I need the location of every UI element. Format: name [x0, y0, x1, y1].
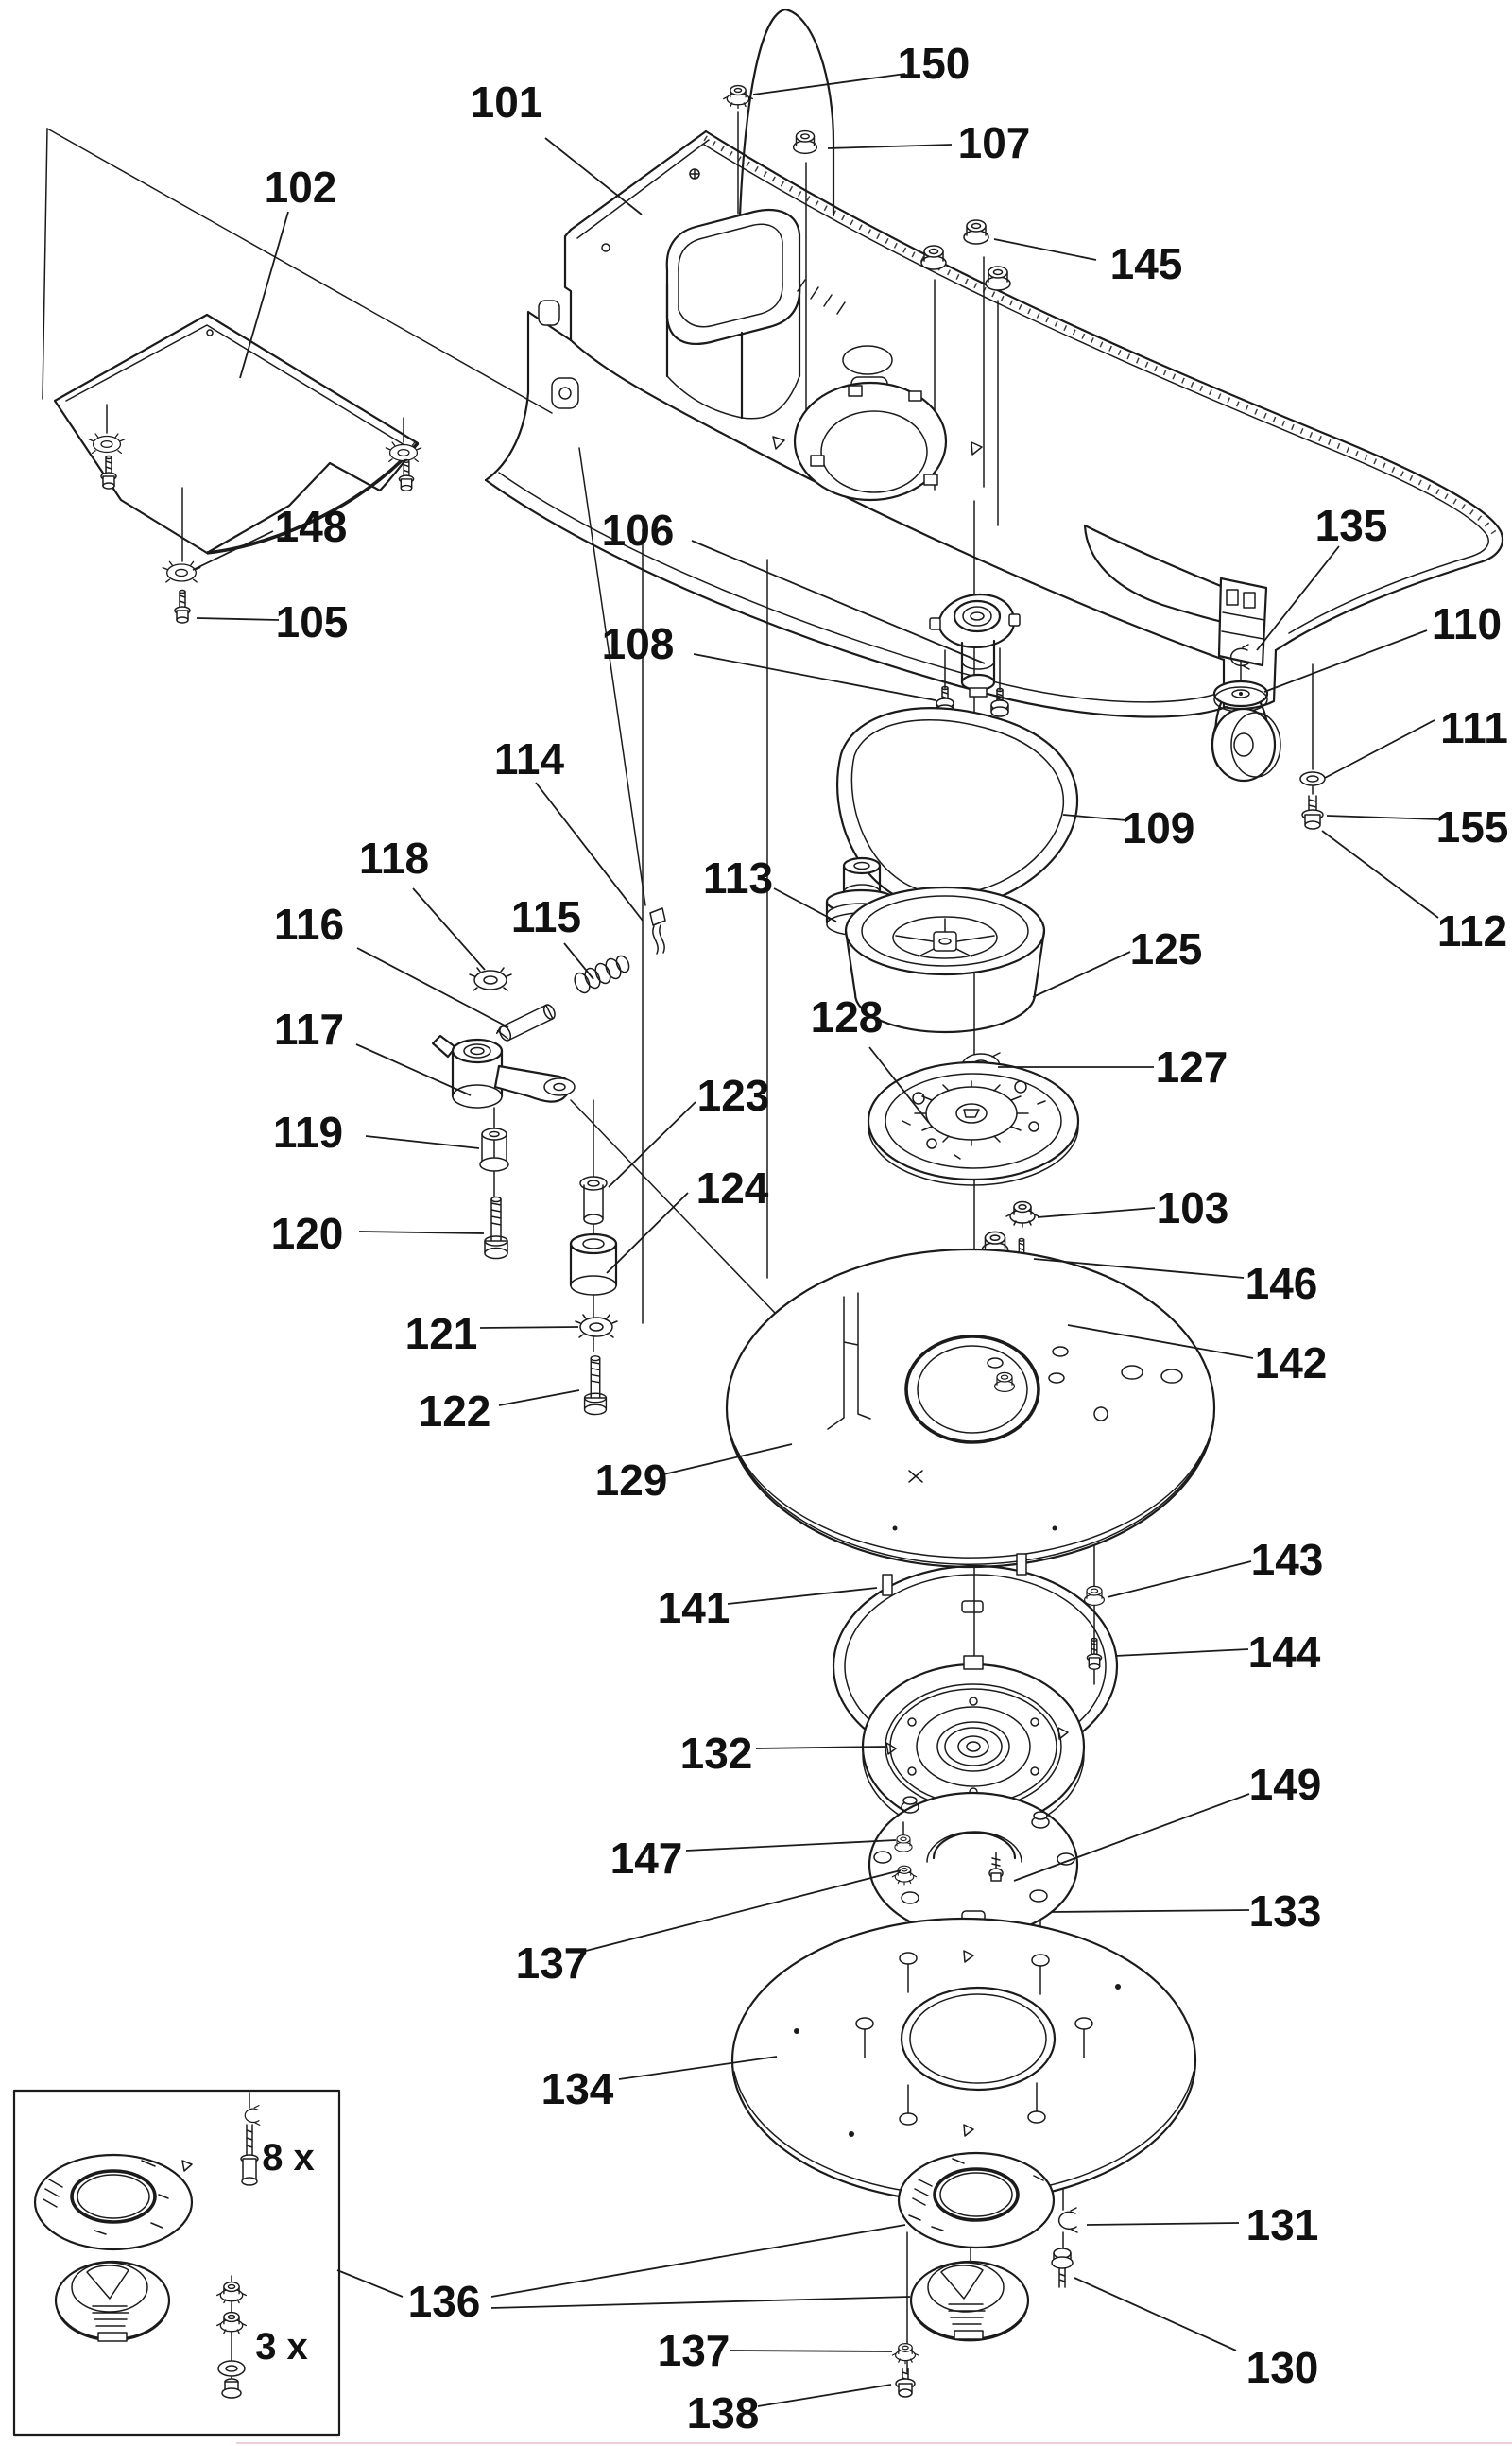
- leader-124: [607, 1193, 688, 1273]
- part-plate-133: [869, 1793, 1077, 1937]
- callout-114: 114: [493, 734, 565, 784]
- nut-103: [1006, 1202, 1039, 1228]
- callout-143: 143: [1250, 1535, 1324, 1584]
- callout-113: 113: [702, 853, 774, 903]
- leader-143: [1108, 1561, 1251, 1597]
- callout-138: 138: [686, 2388, 760, 2437]
- callout-120: 120: [270, 1209, 344, 1258]
- leader-122: [499, 1390, 579, 1405]
- leader-130: [1074, 2278, 1236, 2351]
- leader-110: [1264, 630, 1427, 692]
- leader-136-1: [491, 2225, 905, 2297]
- shoulder-screw-123: [580, 1177, 607, 1224]
- callout-125: 125: [1129, 924, 1203, 973]
- callout-115: 115: [510, 892, 582, 941]
- leader-123: [609, 1102, 696, 1187]
- callout-count-8x: 8 x: [262, 2137, 315, 2179]
- bellcrank-117: [433, 1036, 575, 1108]
- retainer-plate-136a: [899, 2153, 1054, 2248]
- callout-148: 148: [274, 502, 348, 551]
- callout-112: 112: [1436, 906, 1508, 956]
- callout-137-bottom: 137: [657, 2326, 730, 2375]
- callout-121: 121: [404, 1309, 478, 1358]
- leader-138: [758, 2385, 891, 2406]
- leader-118: [413, 888, 485, 970]
- screw-155: [1302, 796, 1323, 829]
- inset-retainer-plate: [35, 2155, 192, 2249]
- pin-116: [495, 1003, 557, 1043]
- callout-107: 107: [957, 118, 1031, 167]
- nut-107: [794, 131, 817, 154]
- callout-109: 109: [1122, 803, 1195, 853]
- leader-108: [694, 654, 936, 700]
- callout-142: 142: [1254, 1338, 1328, 1387]
- caster-wheel: [1212, 709, 1275, 781]
- callout-122: 122: [418, 1387, 491, 1436]
- callout-105: 105: [275, 597, 349, 646]
- leader-131: [1087, 2223, 1239, 2225]
- leader-106: [692, 541, 985, 663]
- callout-146: 146: [1245, 1259, 1318, 1308]
- callout-108: 108: [601, 619, 675, 668]
- leader-136-2: [491, 2297, 910, 2308]
- leader-133: [1051, 1910, 1249, 1912]
- part-deck-plate-129: [727, 1249, 1214, 1612]
- leader-112: [1322, 831, 1438, 918]
- leader-144: [1115, 1649, 1248, 1656]
- leader-121: [480, 1327, 578, 1328]
- part-caster-group: [1212, 645, 1325, 829]
- rotor-128: [868, 1062, 1078, 1185]
- callout-131: 131: [1246, 2200, 1319, 2249]
- clip-131: [1059, 2208, 1077, 2232]
- leader-111: [1325, 720, 1435, 778]
- leader-136: [337, 2270, 403, 2297]
- leader-105: [197, 618, 279, 620]
- nut-150: [724, 86, 753, 109]
- callout-155: 155: [1435, 802, 1509, 852]
- part-cover-panel: [55, 315, 421, 623]
- callout-118: 118: [358, 834, 430, 883]
- part-bottom-bearing-group: [892, 2153, 1077, 2397]
- leader-147: [686, 1840, 896, 1851]
- washer-121: [576, 1315, 617, 1337]
- callout-106: 106: [601, 506, 675, 555]
- leader-107: [828, 145, 952, 148]
- callout-137-mid: 137: [515, 1938, 589, 1988]
- callout-132: 132: [679, 1729, 753, 1778]
- washer-111: [1300, 772, 1325, 785]
- callout-127: 127: [1155, 1042, 1228, 1092]
- callout-count-3x: 3 x: [255, 2326, 308, 2368]
- callout-110: 110: [1431, 599, 1503, 648]
- callout-128: 128: [810, 992, 884, 1042]
- leader-155: [1327, 816, 1439, 819]
- callout-133: 133: [1248, 1886, 1322, 1936]
- washer-118: [470, 968, 511, 990]
- leader-135: [1257, 546, 1339, 650]
- bolt-120: [485, 1197, 507, 1259]
- leader-141: [728, 1588, 877, 1604]
- callout-103: 103: [1156, 1183, 1229, 1232]
- callout-119: 119: [272, 1108, 344, 1157]
- callout-102: 102: [264, 163, 337, 212]
- callout-129: 129: [594, 1456, 668, 1505]
- leader-125: [1033, 952, 1130, 997]
- callout-147: 147: [610, 1834, 683, 1883]
- callout-145: 145: [1109, 239, 1183, 288]
- bolt-108-right: [991, 689, 1008, 717]
- callout-134: 134: [541, 2064, 614, 2113]
- bearing-136b: [911, 2262, 1028, 2341]
- inset-screw-8x: [241, 2093, 260, 2185]
- leader-120: [359, 1232, 484, 1233]
- inset-bearing: [56, 2262, 169, 2341]
- callout-136: 136: [407, 2277, 481, 2326]
- callout-123: 123: [696, 1071, 770, 1120]
- bolt-122: [585, 1356, 607, 1415]
- nut-143: [1085, 1586, 1105, 1605]
- callout-124: 124: [696, 1163, 769, 1213]
- washer-148: [163, 561, 200, 582]
- leader-102: [240, 212, 288, 378]
- callout-150: 150: [897, 39, 971, 88]
- clip-114: [650, 908, 665, 954]
- callout-101: 101: [470, 78, 543, 127]
- callout-144: 144: [1247, 1628, 1321, 1677]
- part-belt: [837, 708, 1077, 907]
- screw-105: [175, 591, 190, 624]
- nut-137-bottom: [892, 2344, 918, 2364]
- roller-124: [571, 1234, 616, 1295]
- callout-111: 111: [1440, 703, 1508, 752]
- screw-130: [1052, 2248, 1073, 2287]
- leader-103: [1038, 1208, 1155, 1217]
- callout-135: 135: [1314, 501, 1388, 550]
- leader-119: [366, 1136, 479, 1148]
- leader-145: [994, 239, 1096, 260]
- callout-149: 149: [1248, 1760, 1322, 1809]
- callout-116: 116: [273, 900, 345, 949]
- screw-138: [896, 2368, 915, 2397]
- callout-130: 130: [1246, 2343, 1319, 2392]
- spring-115: [572, 954, 631, 995]
- callout-141: 141: [657, 1583, 730, 1632]
- inset-stack-3x: [217, 2276, 247, 2398]
- callout-117: 117: [273, 1005, 345, 1054]
- leader-101: [545, 138, 642, 215]
